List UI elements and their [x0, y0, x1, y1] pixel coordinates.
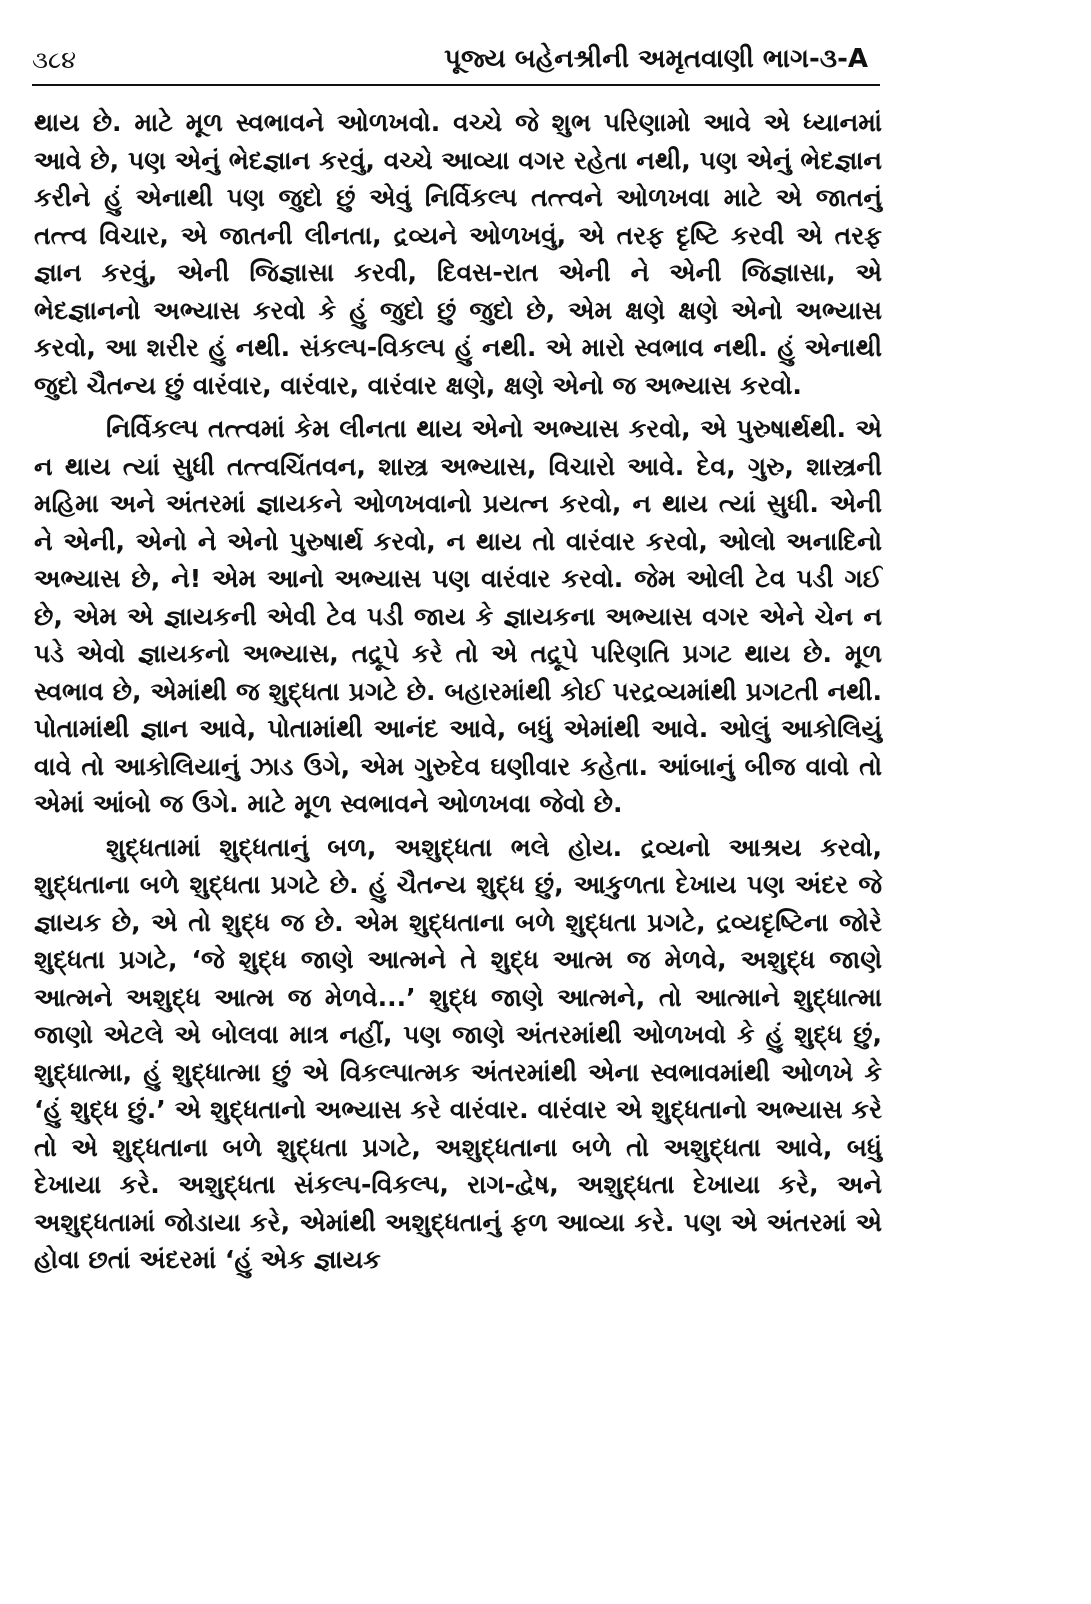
paragraph-3: શુદ્ધતામાં શુદ્ધતાનું બળ, અશુદ્ધતા ભલે હોય. દ્રવ્યનો આશ્રય કરવો, શુદ્ધતાના બળે શુદ્ધતા પ્રગટે છે. હું ચૈતન્ય શુદ્ધ છું, આકુળતા દેખાય પણ અંદર જે જ્ઞાયક છે, એ તો શુદ્ધ જ છે. એમ શુદ્ધતાના બળે શુદ્ધતા પ્રગટે, દ્રવ્યદૃષ્ટિના જોરે શુદ્ધતા પ્રગટે, ‘જે શુદ્ધ જાણે આત્મને તે શુદ્ધ આત્મ જ મેળવે, અશુદ્ધ જાણે આત્મને અશુદ્ધ આત્મ જ મેળવે...’ શુદ્ધ જાણે આત્મને, તો આત્માને શુદ્ધાત્મા જાણો એટલે એ બોલવા માત્ર નહીં, પણ જાણે અંતરમાંથી ઓળખવો કે હું શુદ્ધ છું, શુદ્ધાત્મા, હું શુદ્ધાત્મા છું એ વિકલ્પાત્મક અંતરમાંથી એના સ્વભાવમાંથી ઓળખે કે ‘હું શુદ્ધ છું.’ એ શુદ્ધતાનો અભ્યાસ કરે વારંવાર. વારંવાર એ શુદ્ધતાનો અભ્યાસ કરે તો એ શુદ્ધતાના બળે શુદ્ધતા પ્રગટે, અશુદ્ધતાના બળે તો અશુદ્ધતા આવે, બધું દેખાયા કરે. અશુદ્ધતા સંકલ્પ-વિકલ્પ, રાગ-દ્વેષ, અશુદ્ધતા દેખાયા કરે, અને અશુદ્ધતામાં જોડાયા કરે, એમાંથી અશુદ્ધતાનું ફળ આવ્યા કરે. પણ એ અંતરમાં એ હોવા છતાં અંદરમાં ‘હું એક જ્ઞાયક: [34, 832, 882, 1274]
paragraph-1: થાય છે. માટે મૂળ સ્વભાવને ઓળખવો. વચ્ચે જે શુભ પરિણામો આવે એ ધ્યાનમાં આવે છે, પણ એનું ભેદજ્ઞાન કરવું, વચ્ચે આવ્યા વગર રહેતા નથી, પણ એનું ભેદજ્ઞાન કરીને હું એનાથી પણ જુદો છું એવું નિર્વિકલ્પ તત્ત્વને ઓળખવા માટે એ જાતનું તત્ત્વ વિચાર, એ જાતની લીનતા, દ્રવ્યને ઓળખવું, એ તરફ દૃષ્ટિ કરવી એ તરફ જ્ઞાન કરવું, એની જિજ્ઞાસા કરવી, દિવસ-રાત એની ને એની જિજ્ઞાસા, એ ભેદજ્ઞાનનો અભ્યાસ કરવો કે હું જુદો છું જુદો છે, એમ ક્ષણે ક્ષણે એનો અભ્યાસ કરવો, આ શરીર હું નથી. સંકલ્પ-વિકલ્પ હું નથી. એ મારો સ્વભાવ નથી. હું એનાથી જુદો ચૈતન્ય છું વારંવાર, વારંવાર, વારંવાર ક્ષણે, ક્ષણે એનો જ અભ્યાસ કરવો.: [34, 108, 882, 400]
body-text: [34, 104, 882, 1285]
running-title: પૂજ્ય બહેનશ્રીની અમૃતવાણી ભાગ-૩-A: [444, 44, 868, 74]
page-header: [32, 42, 880, 86]
page-number: ૩૮૪: [32, 46, 77, 74]
paragraph-2: નિર્વિકલ્પ તત્ત્વમાં કેમ લીનતા થાય એનો અભ્યાસ કરવો, એ પુરુષાર્થથી. એ ન થાય ત્યાં સુધી તત્ત્વચિંતવન, શાસ્ત્ર અભ્યાસ, વિચારો આવે. દેવ, ગુરુ, શાસ્ત્રની મહિમા અને અંતરમાં જ્ઞાયકને ઓળખવાનો પ્રયત્ન કરવો, ન થાય ત્યાં સુધી. એની ને એની, એનો ને એનો પુરુષાર્થ કરવો, ન થાય તો વારંવાર કરવો, ઓલો અનાદિનો અભ્યાસ છે, ને! એમ આનો અભ્યાસ પણ વારંવાર કરવો. જેમ ઓલી ટેવ પડી ગઈ છે, એમ એ જ્ઞાયકની એવી ટેવ પડી જાય કે જ્ઞાયકના અભ્યાસ વગર એને ચેન ન પડે એવો જ્ઞાયકનો અભ્યાસ, તદ્રૂપે કરે તો એ તદ્રૂપે પરિણતિ પ્રગટ થાય છે. મૂળ સ્વભાવ છે, એમાંથી જ શુદ્ધતા પ્રગટે છે. બહારમાંથી કોઈ પરદ્રવ્યમાંથી પ્રગટતી નથી. પોતામાંથી જ્ઞાન આવે, પોતામાંથી આનંદ આવે, બધું એમાંથી આવે. ઓલું આકોલિયું વાવે તો આકોલિયાનું ઝાડ ઉગે, એમ ગુરુદેવ ઘણીવાર કહેતા. આંબાનું બીજ વાવો તો એમાં આંબો જ ઉગે. માટે મૂળ સ્વભાવને ઓળખવા જેવો છે.: [34, 414, 882, 818]
